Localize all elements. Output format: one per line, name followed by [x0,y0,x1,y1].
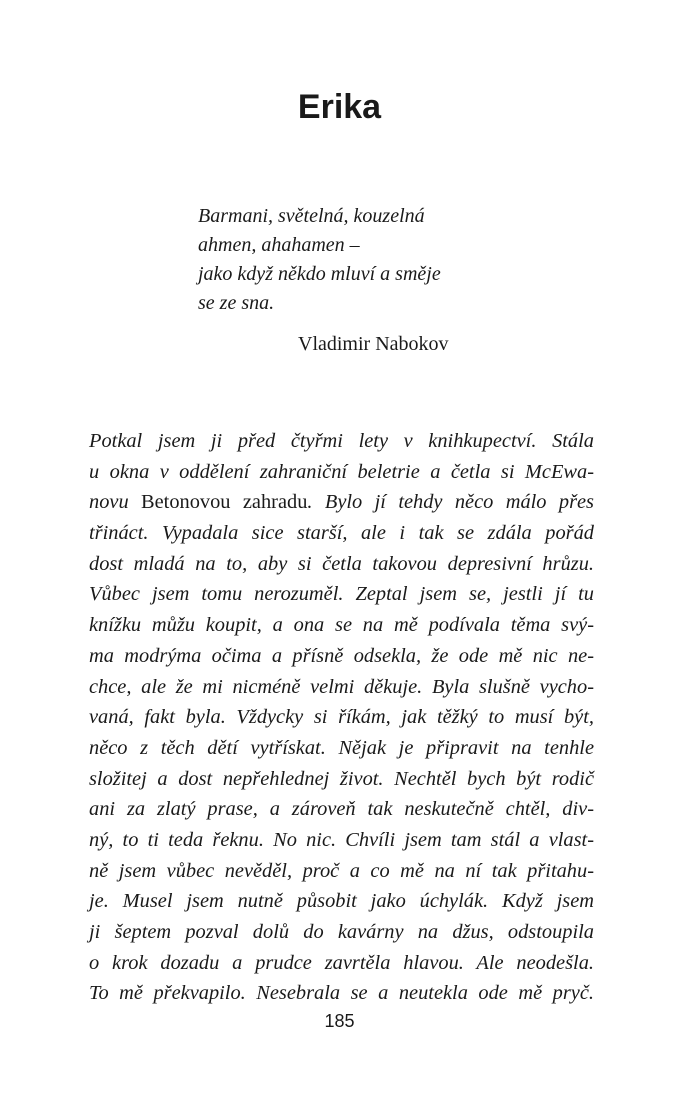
text-line: ani za zlatý prase, a zároveň tak neskutečně chtěl, div- [89,798,594,821]
text-line: To mě překvapilo. Nesebrala se a neutekla ode mě pryč. [89,982,594,1005]
text-line: Vůbec jsem tomu nerozuměl. Zeptal jsem se, jestli jí tu [89,583,594,606]
chapter-title: Erika [297,88,382,126]
text-fragment: novu [89,491,142,514]
epigraph [198,202,528,318]
text-line: složitej a dost nepřehlednej život. Nechtěl bych být rodič [89,767,594,790]
epigraph-line: jako když někdo mluví a směje [198,263,441,285]
epigraph-line: Barmani, světelná, kouzelná [198,205,425,227]
text-line: vaná, fakt byla. Vždycky si říkám, jak těžký to musí být, [89,706,594,729]
epigraph-line: se ze sna. [198,292,275,314]
text-line: ma modrýma očima a přísně odsekla, že ode mě nic ne- [89,644,594,667]
text-fragment: . Bylo jí tehdy něco málo přes [307,491,594,514]
text-line: knížku můžu koupit, a ona se na mě podívala těma svý- [89,614,594,637]
text-line: ně jsem vůbec nevěděl, proč a co mě na ní tak přitahu- [89,859,594,882]
text-line: ji šeptem pozval dolů do kavárny na džus, odstoupila [89,921,594,943]
text-line: Potkal jsem ji před čtyřmi lety v knihkupectví. Stála [89,430,594,452]
epigraph-line: ahmen, ahahamen – [198,234,360,256]
text-line: o krok dozadu a prudce zavrtěla hlavou. Ale neodešla. [89,951,594,974]
text-line: je. Musel jsem nutně působit jako úchylák. Když jsem [89,890,594,913]
epigraph-author: Vladimir Nabokov [298,333,449,355]
body-text [89,426,594,1009]
text-line: něco z těch dětí vytřískat. Nějak je připravit na tenhle [89,736,594,759]
text-line: dost mladá na to, aby si četla takovou depresivní hrůzu. [89,552,594,575]
text-line: ný, to ti teda řeknu. No nic. Chvíli jsem tam stál a vlast- [89,828,594,851]
text-line: chce, ale že mi nicméně velmi děkuje. Byla slušně vycho- [89,675,594,698]
page-number: 185 [324,1011,355,1031]
text-line: třináct. Vypadala sice starší, ale i tak se zdála pořád [89,522,594,545]
text-line [89,487,594,518]
text-line: u okna v oddělení zahraniční beletrie a četla si McEwa- [89,460,594,483]
book-title: Betonovou zahradu [141,491,308,514]
